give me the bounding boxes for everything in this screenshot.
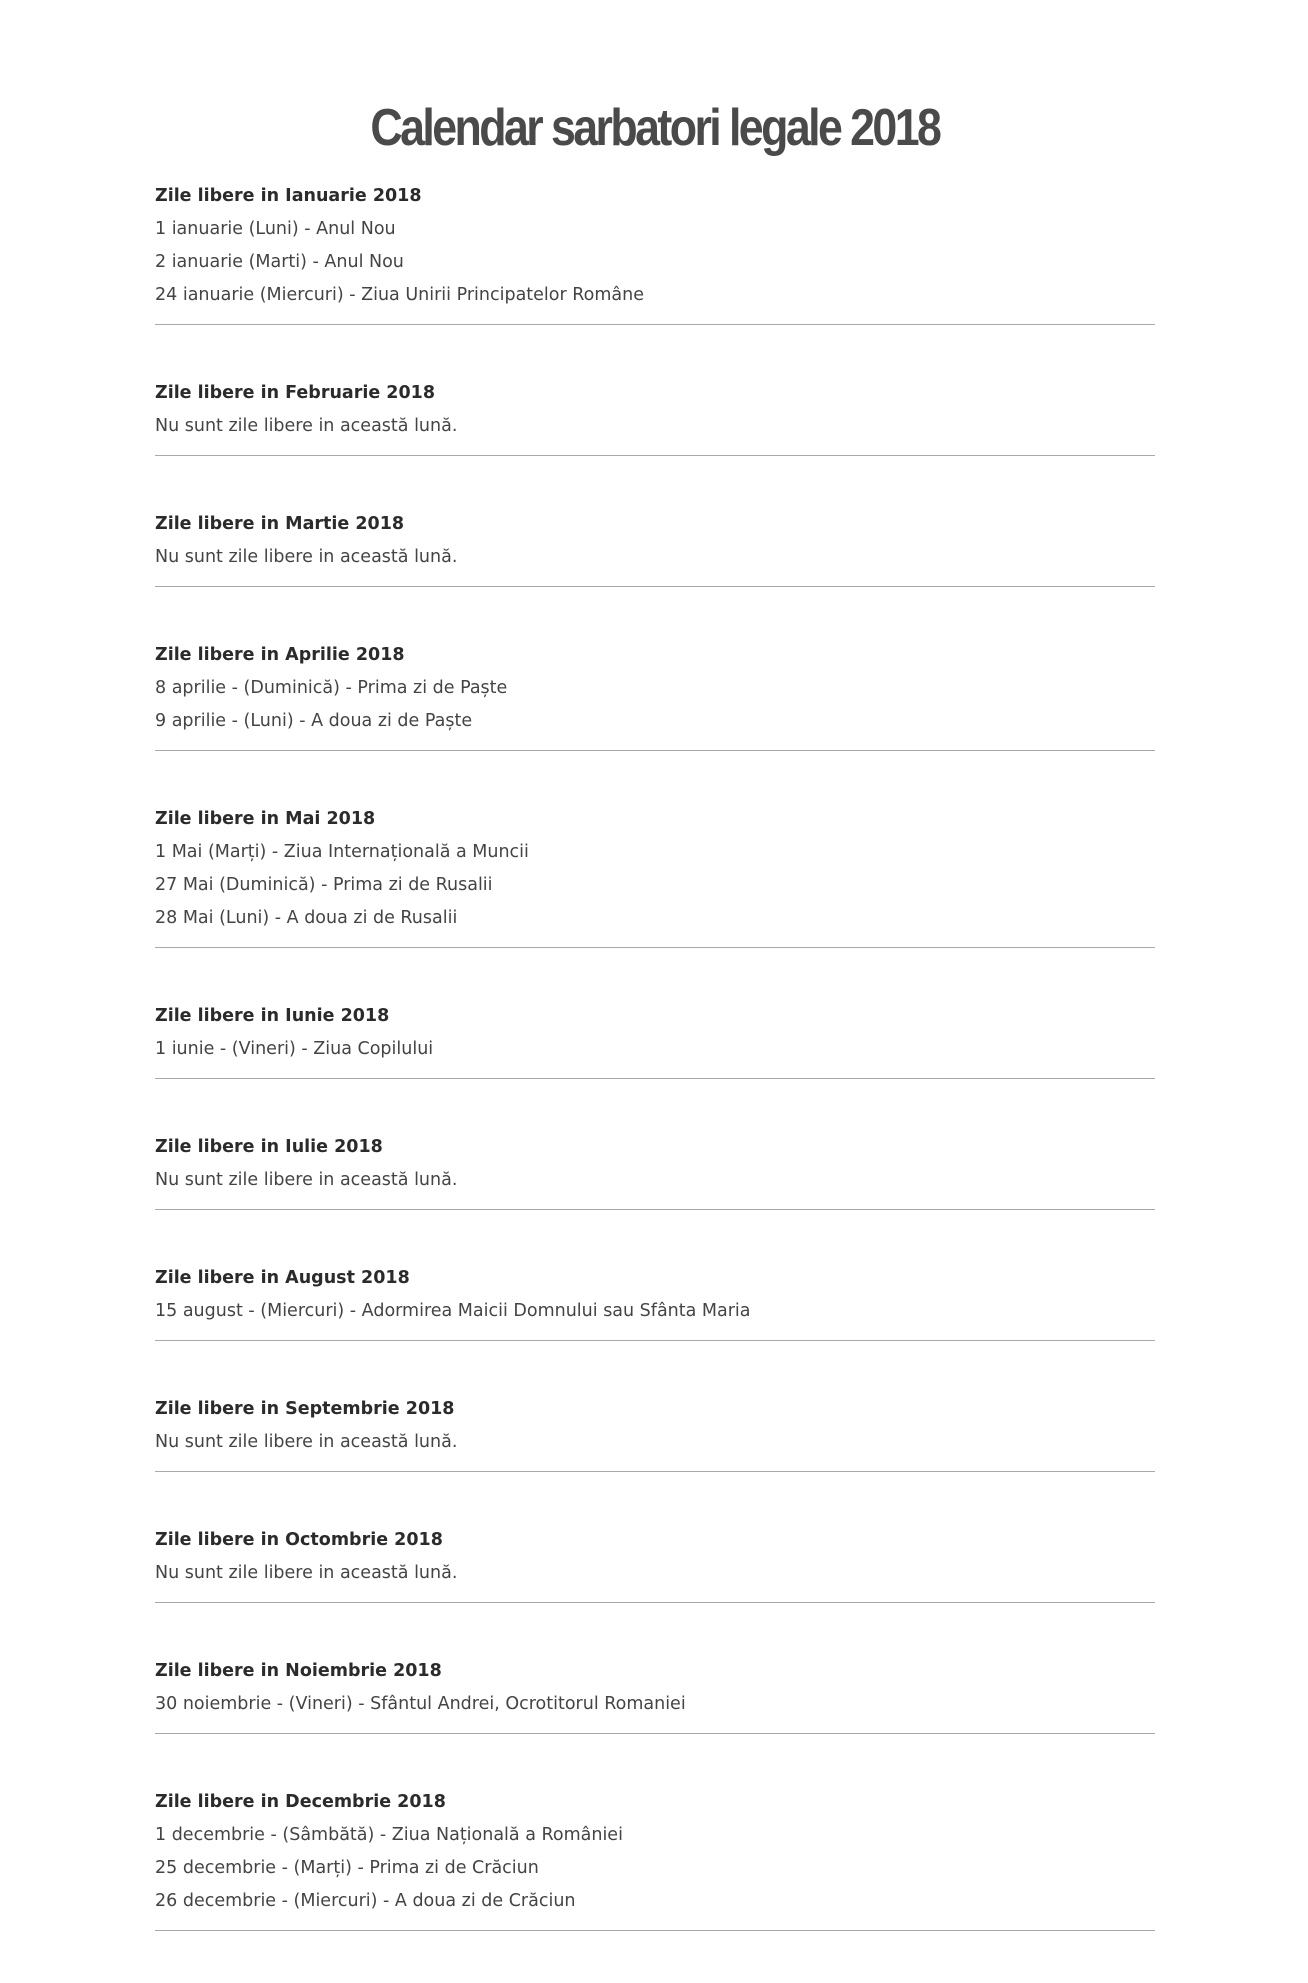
month-section-septembrie (155, 1393, 1155, 1472)
no-holidays-note: Nu sunt zile libere in această lună. (155, 1170, 458, 1190)
month-heading: Zile libere in Octombrie 2018 (155, 1530, 443, 1550)
month-heading: Zile libere in Aprilie 2018 (155, 645, 405, 665)
holiday-entry: 26 decembrie - (Miercuri) - A doua zi de Crăciun (155, 1891, 576, 1911)
no-holidays-note: Nu sunt zile libere in această lună. (155, 547, 458, 567)
month-heading: Zile libere in Martie 2018 (155, 514, 405, 534)
holiday-entry: 27 Mai (Duminică) - Prima zi de Rusalii (155, 875, 493, 895)
month-heading: Zile libere in August 2018 (155, 1268, 410, 1288)
month-section-ianuarie (155, 180, 1155, 325)
holiday-entry: 1 decembrie - (Sâmbătă) - Ziua Națională a României (155, 1825, 623, 1845)
month-section-decembrie (155, 1786, 1155, 1931)
month-section-februarie (155, 377, 1155, 456)
holiday-entry: 15 august - (Miercuri) - Adormirea Maicii Domnului sau Sfânta Maria (155, 1301, 751, 1321)
holiday-entry: 28 Mai (Luni) - A doua zi de Rusalii (155, 908, 458, 928)
month-section-iunie (155, 1000, 1155, 1079)
month-section-mai (155, 803, 1155, 948)
month-heading: Zile libere in Iulie 2018 (155, 1137, 383, 1157)
month-section-martie (155, 508, 1155, 587)
month-section-aprilie (155, 639, 1155, 751)
month-section-iulie (155, 1131, 1155, 1210)
no-holidays-note: Nu sunt zile libere in această lună. (155, 1432, 458, 1452)
month-heading: Zile libere in Mai 2018 (155, 809, 376, 829)
month-heading: Zile libere in Decembrie 2018 (155, 1792, 446, 1812)
holiday-entry: 2 ianuarie (Marti) - Anul Nou (155, 252, 404, 272)
month-section-august (155, 1262, 1155, 1341)
holiday-entry: 1 Mai (Marți) - Ziua Internațională a Muncii (155, 842, 529, 862)
holiday-entry: 24 ianuarie (Miercuri) - Ziua Unirii Principatelor Române (155, 285, 644, 305)
month-heading: Zile libere in Iunie 2018 (155, 1006, 390, 1026)
holiday-entry: 1 ianuarie (Luni) - Anul Nou (155, 219, 396, 239)
month-section-noiembrie (155, 1655, 1155, 1734)
month-heading: Zile libere in Septembrie 2018 (155, 1399, 455, 1419)
holiday-list (155, 180, 1155, 1983)
page-title: Calendar sarbatori legale 2018 (370, 98, 940, 157)
holiday-entry: 30 noiembrie - (Vineri) - Sfântul Andrei, Ocrotitorul Romaniei (155, 1694, 686, 1714)
holiday-entry: 25 decembrie - (Marți) - Prima zi de Crăciun (155, 1858, 539, 1878)
holiday-entry: 1 iunie - (Vineri) - Ziua Copilului (155, 1039, 434, 1059)
no-holidays-note: Nu sunt zile libere in această lună. (155, 1563, 458, 1583)
holiday-entry: 9 aprilie - (Luni) - A doua zi de Paște (155, 711, 473, 731)
month-heading: Zile libere in Ianuarie 2018 (155, 186, 422, 206)
month-section-octombrie (155, 1524, 1155, 1603)
no-holidays-note: Nu sunt zile libere in această lună. (155, 416, 458, 436)
holiday-entry: 8 aprilie - (Duminică) - Prima zi de Paște (155, 678, 508, 698)
month-heading: Zile libere in Februarie 2018 (155, 383, 436, 403)
month-heading: Zile libere in Noiembrie 2018 (155, 1661, 442, 1681)
